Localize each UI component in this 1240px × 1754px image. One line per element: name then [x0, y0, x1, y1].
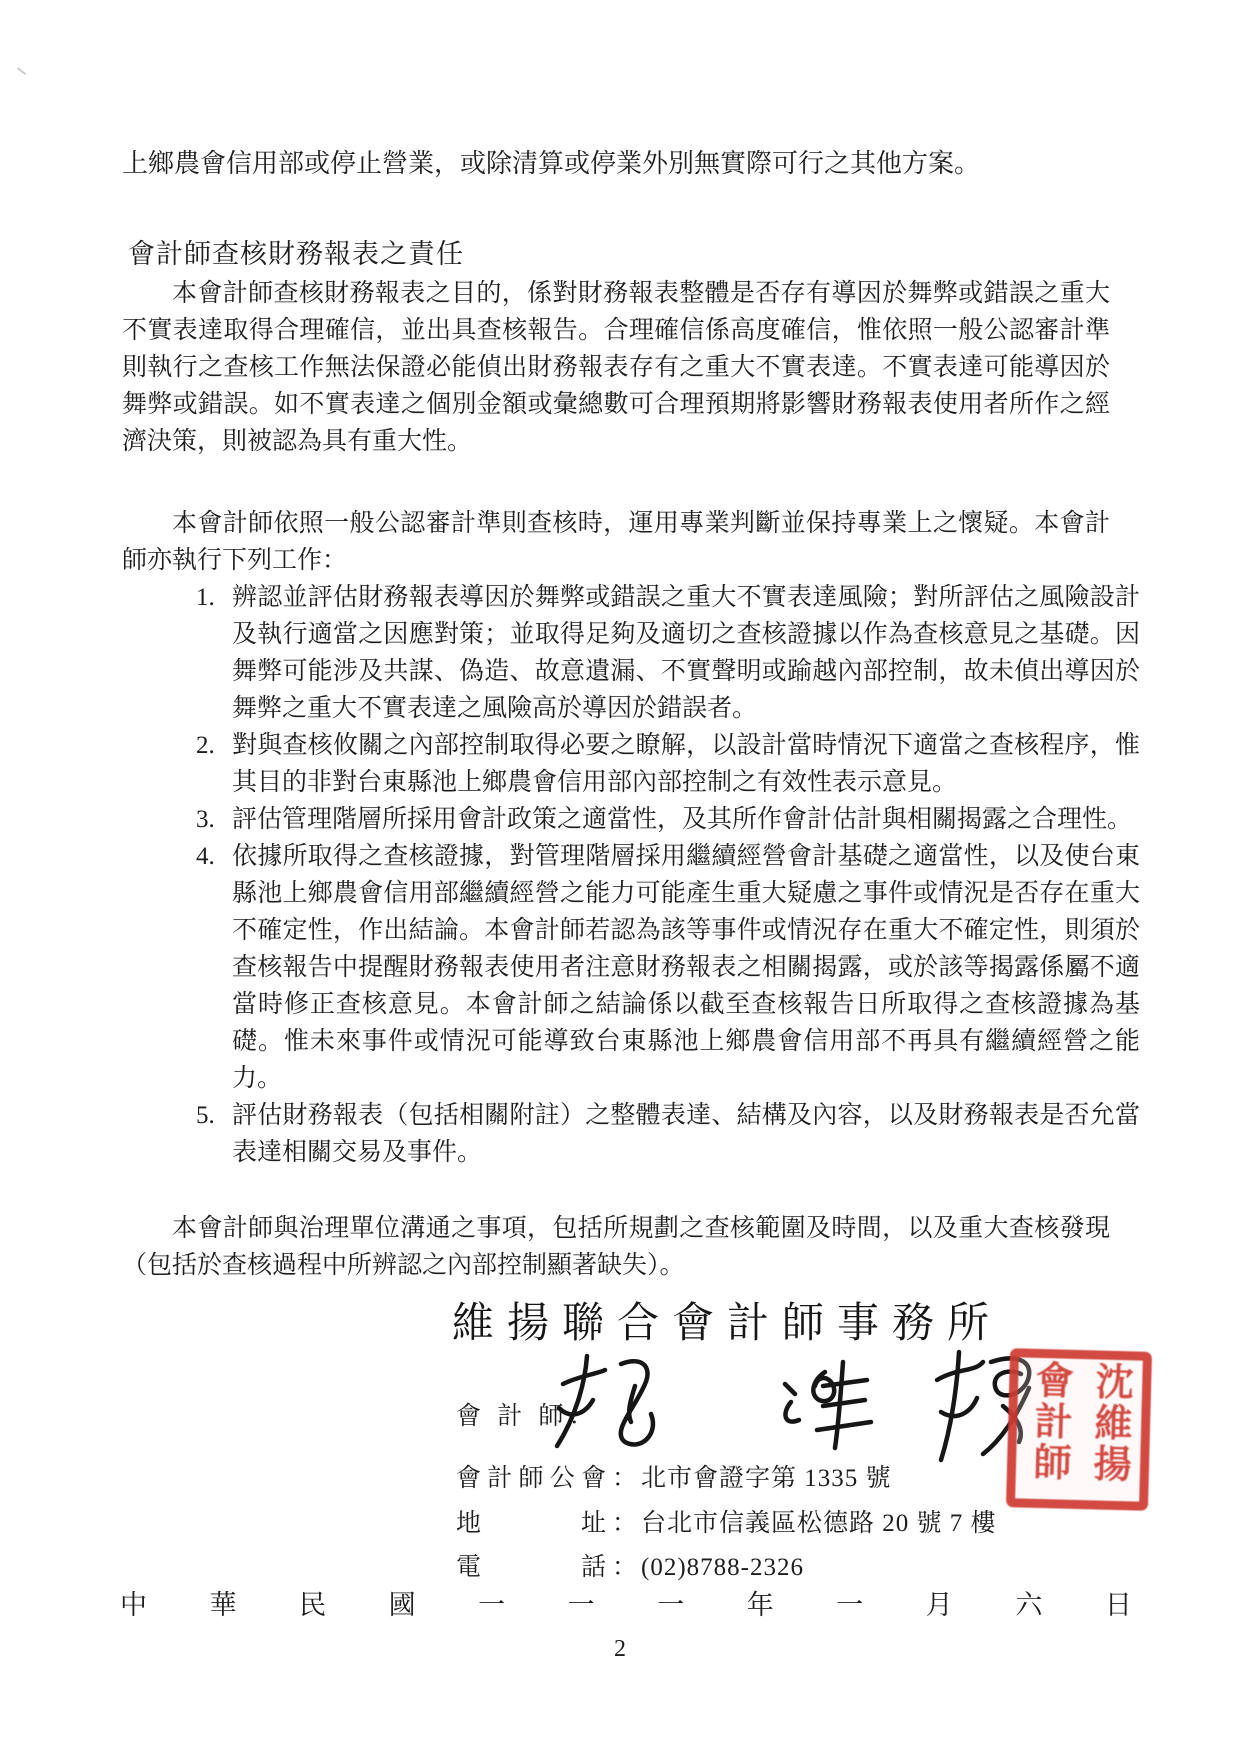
- cpa-association-value: 北市會證字第 1335 號: [641, 1465, 892, 1492]
- date-char: 中: [120, 1590, 147, 1620]
- accountant-handwritten-signature: [545, 1350, 1015, 1465]
- section-heading: 會計師查核財務報表之責任: [128, 239, 464, 269]
- date-char: 日: [1104, 1590, 1132, 1620]
- date-char: 一: [478, 1590, 506, 1620]
- seal-column-left: 會計師: [1026, 1359, 1072, 1484]
- list-item: [196, 727, 1142, 801]
- cpa-association-label: 會計師公會: [456, 1465, 606, 1492]
- list-item-number: 5.: [196, 1102, 215, 1129]
- list-item-number: 1.: [196, 584, 215, 611]
- list-item-text: 評估財務報表（包括相關附註）之整體表達、結構及內容，以及財務報表是否允當表達相關交易及事件。: [232, 1102, 1140, 1166]
- separator-colon: ：: [612, 1465, 638, 1492]
- date-char: 六: [1015, 1590, 1043, 1620]
- date-char: 華: [209, 1590, 237, 1620]
- accountant-seal: [1006, 1348, 1152, 1511]
- roc-date-line: [120, 1583, 1132, 1622]
- scan-speck-artifact: [17, 61, 31, 75]
- communication-paragraph: 本會計師與治理單位溝通之事項，包括所規劃之查核範圍及時間，以及重大查核發現（包括於查核過程中所辨認之內部控制顯著缺失）。: [122, 1215, 1110, 1279]
- date-char: 一: [567, 1590, 595, 1620]
- date-char: 民: [299, 1590, 327, 1620]
- responsibility-paragraph-2: 本會計師依照一般公認審計準則查核時，運用專業判斷並保持專業上之懷疑。本會計師亦執行下列工作：: [122, 510, 1110, 574]
- list-item: [196, 579, 1142, 727]
- date-char: 國: [388, 1590, 416, 1620]
- list-item: [196, 801, 1142, 838]
- firm-name: 維揚聯合會計師事務所: [452, 1301, 1003, 1347]
- date-char: 年: [746, 1590, 774, 1620]
- list-item: [196, 1097, 1142, 1171]
- responsibility-paragraph-1: 本會計師查核財務報表之目的，係對財務報表整體是否存有導因於舞弊或錯誤之重大不實表達取得合理確信，並出具查核報告。合理確信係高度確信，惟依照一般公認審計準則執行之查核工作無法保證必能偵出財務報表存有之重大不實表達。不實表達可能導因於舞弊或錯誤。如不實表達之個別金額或彙總數可合理預期將影響財務報表使用者所作之經濟決策，則被認為具有重大性。: [122, 280, 1110, 455]
- separator-colon: ：: [612, 1510, 638, 1537]
- address-row: [456, 1507, 997, 1541]
- page-number: 2: [614, 1636, 626, 1662]
- list-item-number: 4.: [196, 843, 215, 870]
- list-item-text: 評估管理階層所採用會計政策之適當性，及其所作會計估計與相關揭露之合理性。: [232, 806, 1133, 833]
- seal-column-right: 沈維揚: [1086, 1361, 1132, 1486]
- phone-row: [456, 1551, 804, 1585]
- address-label: 地址: [456, 1510, 606, 1537]
- carryover-sentence: 上鄉農會信用部或停止營業，或除清算或停業外別無實際可行之其他方案。: [122, 149, 981, 178]
- list-item-number: 2.: [196, 732, 215, 759]
- date-char: 月: [925, 1590, 953, 1620]
- cpa-association-row: [456, 1462, 892, 1496]
- list-item: [196, 838, 1142, 1097]
- list-item-text: 依據所取得之查核證據，對管理階層採用繼續經營會計基礎之適當性，以及使台東縣池上鄉農會信用部繼續經營之能力可能產生重大疑慮之事件或情況是否存在重大不確定性，作出結論。本會計師若認為該等事件或情況存在重大不確定性，則須於查核報告中提醒財務報表使用者注意財務報表之相關揭露，或於該等揭露係屬不適當時修正查核意見。本會計師之結論係以截至查核報告日所取得之查核證據為基礎。惟未來事件或情況可能導致台東縣池上鄉農會信用部不再具有繼續經營之能力。: [232, 843, 1140, 1092]
- audit-procedures-list: [196, 579, 1142, 1171]
- address-value: 台北市信義區松德路 20 號 7 樓: [641, 1510, 997, 1537]
- date-char: 一: [657, 1590, 685, 1620]
- separator-colon: ：: [612, 1554, 638, 1581]
- list-item-text: 對與查核攸關之內部控制取得必要之瞭解，以設計當時情況下適當之查核程序，惟其目的非對台東縣池上鄉農會信用部內部控制之有效性表示意見。: [232, 732, 1140, 796]
- list-item-text: 辨認並評估財務報表導因於舞弊或錯誤之重大不實表達風險；對所評估之風險設計及執行適當之因應對策；並取得足夠及適切之查核證據以作為查核意見之基礎。因舞弊可能涉及共謀、偽造、故意遺漏、不實聲明或踰越內部控制，故未偵出導因於舞弊之重大不實表達之風險高於導因於錯誤者。: [232, 584, 1140, 722]
- phone-value: (02)8788-2326: [641, 1554, 804, 1581]
- accountant-label: 會 計 師：: [456, 1403, 599, 1430]
- phone-label: 電話: [456, 1554, 606, 1581]
- date-char: 一: [836, 1590, 864, 1620]
- list-item-number: 3.: [196, 806, 215, 833]
